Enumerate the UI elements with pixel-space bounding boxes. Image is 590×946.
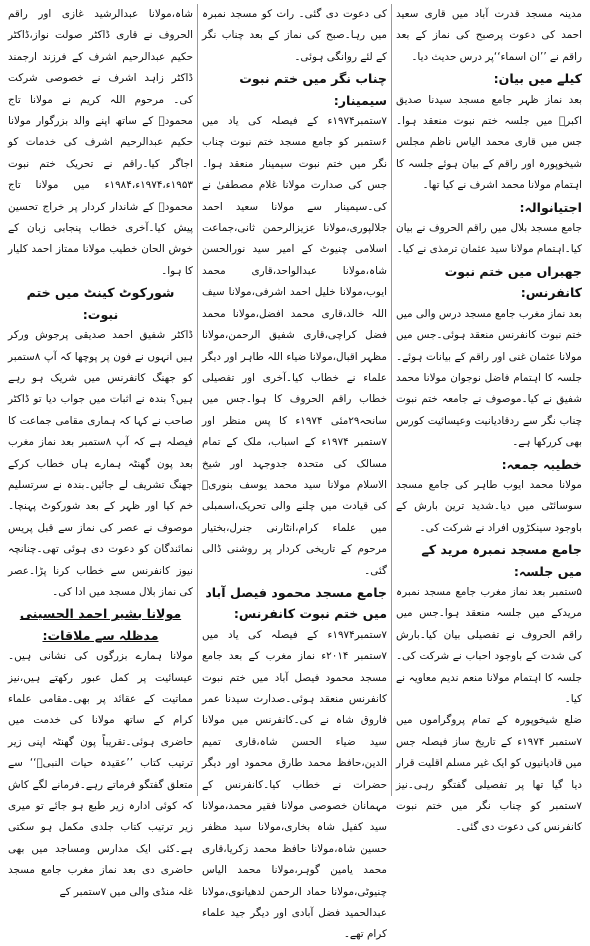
- body-paragraph: ۵ستمبر بعد نماز مغرب جامع مسجد نمبرہ مریدکے میں جلسہ منعقد ہوا۔جس میں راقم الحروف نے تفصیلی بیان کیا۔بارش کی شدت کے باوجود احباب نے شرکت کی۔جلسہ کا اہتمام مولانا منعم ندیم معاویہ نے کیا۔: [396, 585, 582, 705]
- body-paragraph: کی دعوت دی گئی۔ رات کو مسجد نمبرہ میں رہا۔صبح کی نماز کے بعد چناب نگر کے لئے روانگی ہوئی۔: [202, 8, 387, 63]
- body-paragraph: مدینہ مسجد قدرت آباد میں قاری سعید احمد کی دعوت پرصبح کی نماز کے بعد راقم نے ’’ان اسماء‘‘پر درس حدیث دیا۔: [396, 8, 582, 63]
- body-paragraph: بعد نماز ظہر جامع مسجد سیدنا صدیق اکبرؓ میں جلسہ ختم نبوت منعقد ہوا۔جس میں قاری محمد الیاس ناظم مجلس شیخوپورہ اور راقم کے بیان ہوئے جلسہ کا اہتمام مولانا محمد اشرف نے کیا تھا۔: [396, 93, 582, 192]
- body-paragraph: ڈاکٹر شفیق احمد صدیقی پرجوش ورکر ہیں انہوں نے فون پر پوچھا کہ آپ ۸ستمبر کو جھنگ کانفرنس میں شریک ہو رہے ہیں؟ بندہ نے اثبات میں جواب دیا تو ڈاکٹر صاحب نے کہا کہ ہماری مقامی جماعت کا فیصلہ ہے کہ آپ ۸ستمبر بعد نماز مغرب بعد پون گھنٹہ ہمارے ہاں خطاب کرکے جھنگ تشریف لے جائیں۔بندہ نے سرتسلیم خم کیا اور ظہر کے بعد شورکوٹ پہنچا۔موصوف نے عصر کی نماز سے قبل پریس نمائندگان کو دعوت دی ہوئی تھی۔چنانچہ نیوز کانفرنس سے خطاب کرنا پڑا۔عصر کی نماز بلال مسجد میں ادا کی۔: [8, 329, 193, 598]
- section-heading: کیلے میں بیان:: [493, 71, 582, 87]
- section-heading: جھبراں میں ختم نبوت کانفرنس:: [444, 263, 582, 301]
- body-paragraph: ۷ستمبر۱۹۷۴ء کے فیصلہ کی یاد میں ۶ستمبر کو جامع مسجد ختم نبوت چناب نگر میں ختم نبوت سیمینار منعقد ہوا۔جس کی صدارت مولانا غلام مصطفیٰ نے کی۔سیمینار سے مولانا سعید احمد جلالپوری،مولانا عزیزالرحمن ثانی،جماعت اسلامی چنیوٹ کے امیر سید نورالحسن شاہ،مولانا عبدالواحد،قاری محمد ایوب،مولانا خلیل احمد اشرفی،مولانا سیف اللہ خالد،قاری محمد افضل،مولانا محمد فضل کراچی،قاری شفیق الرحمن،مولانا مظہر اقبال،مولانا ضیاء اللہ طاہر اور دیگر علماء نے خطاب کیا۔آخری اور تفصیلی خطاب راقم الحروف کا ہوا۔جس میں سانحہ۲۹مئی ۱۹۷۴ء کا پس منظر اور ۷ستمبر ۱۹۷۴ء کے اسباب، ملک کے تمام مسالک کی متحدہ جدوجہد اور شیخ الاسلام مولانا سید محمد یوسف بنوریؒ کی قیادت میں چلنے والی تحریک،اسمبلی میں علماء کرام،انٹارنی جنرل،بختیار مرحوم کے تاریخی کردار پر روشنی ڈالی گئی۔: [202, 115, 387, 577]
- section-heading: اجتیانوالہ:: [519, 199, 582, 215]
- body-paragraph: مولانا ہمارے بزرگوں کی نشانی ہیں۔ عیسائیت پر کمل عبور رکھتے ہیں،نیز مماتیت کے عقائد پر بھی۔مقامی علماء کرام کے ساتھ مولانا کی خدمت میں حاضری ہوئی۔تقریباً پون گھنٹہ اپنی زیر ترتیب کتاب ’’عقیدہ حیات النبیؐ‘‘ سے متعلق گفتگو فرماتے رہے۔فرمانے لگے کاش کہ کوئی ادارہ زیر طبع ہو جائے تو میری زیر ترتیب کتاب جلدی مکمل ہو سکتی ہے۔کئی ایک مدارس ومساجد میں بھی حاضری دی بعد نماز مغرب جامع مسجد غلہ منڈی والی میں ۷ستمبر کے: [8, 650, 193, 898]
- body-paragraph: شاہ،مولانا عبدالرشید غازی اور راقم الحروف نے قاری ڈاکٹر صولت نواز،ڈاکٹر حکیم عبدالرحیم اشرف کے فرزند ارجمند ڈاکٹر زاہد اشرف نے خصوصی شرکت کی۔ مرحوم اللہ کریم نے مولانا تاج محمودؒ کے ساتھ اپنے والد بزرگوار مولانا حکیم عبدالرحیم اشرف کی خدمات کو اجاگر کیا۔راقم نے تحریک ختم نبوت ۱۹۵۳ء،۱۹۷۴ء،۱۹۸۴ء میں مولانا تاج محمودؒ کے شاندار کردار پر خراج تحسین پیش کیا۔آخری خطاب پنجابی زبان کے خوش الحان خطیب مولانا ممتاز احمد کلیار کا ہوا۔: [8, 8, 193, 277]
- column-right: [392, 4, 586, 834]
- section-heading: شورکوٹ کینٹ میں ختم نبوت:: [26, 285, 175, 322]
- body-paragraph: بعد نماز مغرب جامع مسجد درس والی میں ختم نبوت کانفرنس منعقد ہوئی۔جس میں مولانا عثمان غنی اور راقم کے بیانات ہوئے۔جلسہ کا اہتمام فاضل نوجوان مولانا محمد شفیق نے کیا۔موصوف نے جامعہ ختم نبوت چناب نگر سے ردقادیانیت وعیسائیت کورس بھی کررکھا ہے۔: [395, 307, 582, 449]
- section-heading: چناب نگر میں ختم نبوت سیمینار:: [239, 71, 387, 108]
- section-heading: مولانا بشیر احمد الحسینی مدظلہ سے ملاقات:: [19, 606, 182, 643]
- body-paragraph: جامع مسجد بلال میں راقم الحروف نے بیان کیا۔اہتمام مولانا سید عثمان ترمذی نے کیا۔: [396, 222, 582, 256]
- column-middle: [198, 4, 392, 941]
- section-heading: جامع مسجد محمود فیصل آباد میں ختم نبوت کانفرنس:: [205, 584, 387, 622]
- column-left: [4, 4, 198, 898]
- section-heading: خطیبہ جمعہ:: [501, 456, 582, 472]
- body-paragraph: مولانا محمد ایوب طاہر کی جامع مسجد سوسائٹی میں دیا۔شدید ترین بارش کے باوجود سینکڑوں افراد نے شرکت کی۔: [396, 478, 582, 534]
- body-paragraph: ضلع شیخوپورہ کے تمام پروگراموں میں ۷ستمبر ۱۹۷۴ء کے تاریخ ساز فیصلہ جس میں قادیانیوں کو ایک غیر مسلم اقلیت قرار دیا گیا تھا پر تفصیلی گفتگو رہی۔نیز ۷ستمبر کو چناب نگر میں ختم نبوت کانفرنس کی دعوت دی گئی۔: [396, 714, 582, 834]
- newspaper-page: [4, 4, 586, 941]
- body-paragraph: ۷ستمبر۱۹۷۴ء کے فیصلہ کی یاد میں ۷ستمبر ۲۰۱۴ء نماز مغرب کے بعد جامع مسجد محمود فیصل آباد میں ختم نبوت کانفرنس منعقد ہوئی۔صدارت سیدنا عمر فاروق شاہ نے کی۔کانفرنس میں مولانا سید ضیاء الحسن شاہ،قاری تمیم الدین،حافظ محمد طارق محمود اور دیگر حضرات نے خطاب کیا۔کانفرنس کے مہمانان خصوصی مولانا فقیر محمد،مولانا سید کفیل شاہ بخاری،مولانا سید مظفر حسین شاہ،مولانا حافظ محمد زکریا،قاری محمد یامین گوہر،مولانا محمد الیاس چنیوٹی،مولانا حماد الرحمن لدھیانوی،مولانا عبدالحمید فضل آبادی اور دیگر جید علماء کرام تھے۔: [202, 628, 387, 941]
- section-heading: جامع مسجد نمبرہ مرید کے میں جلسہ:: [421, 542, 582, 579]
